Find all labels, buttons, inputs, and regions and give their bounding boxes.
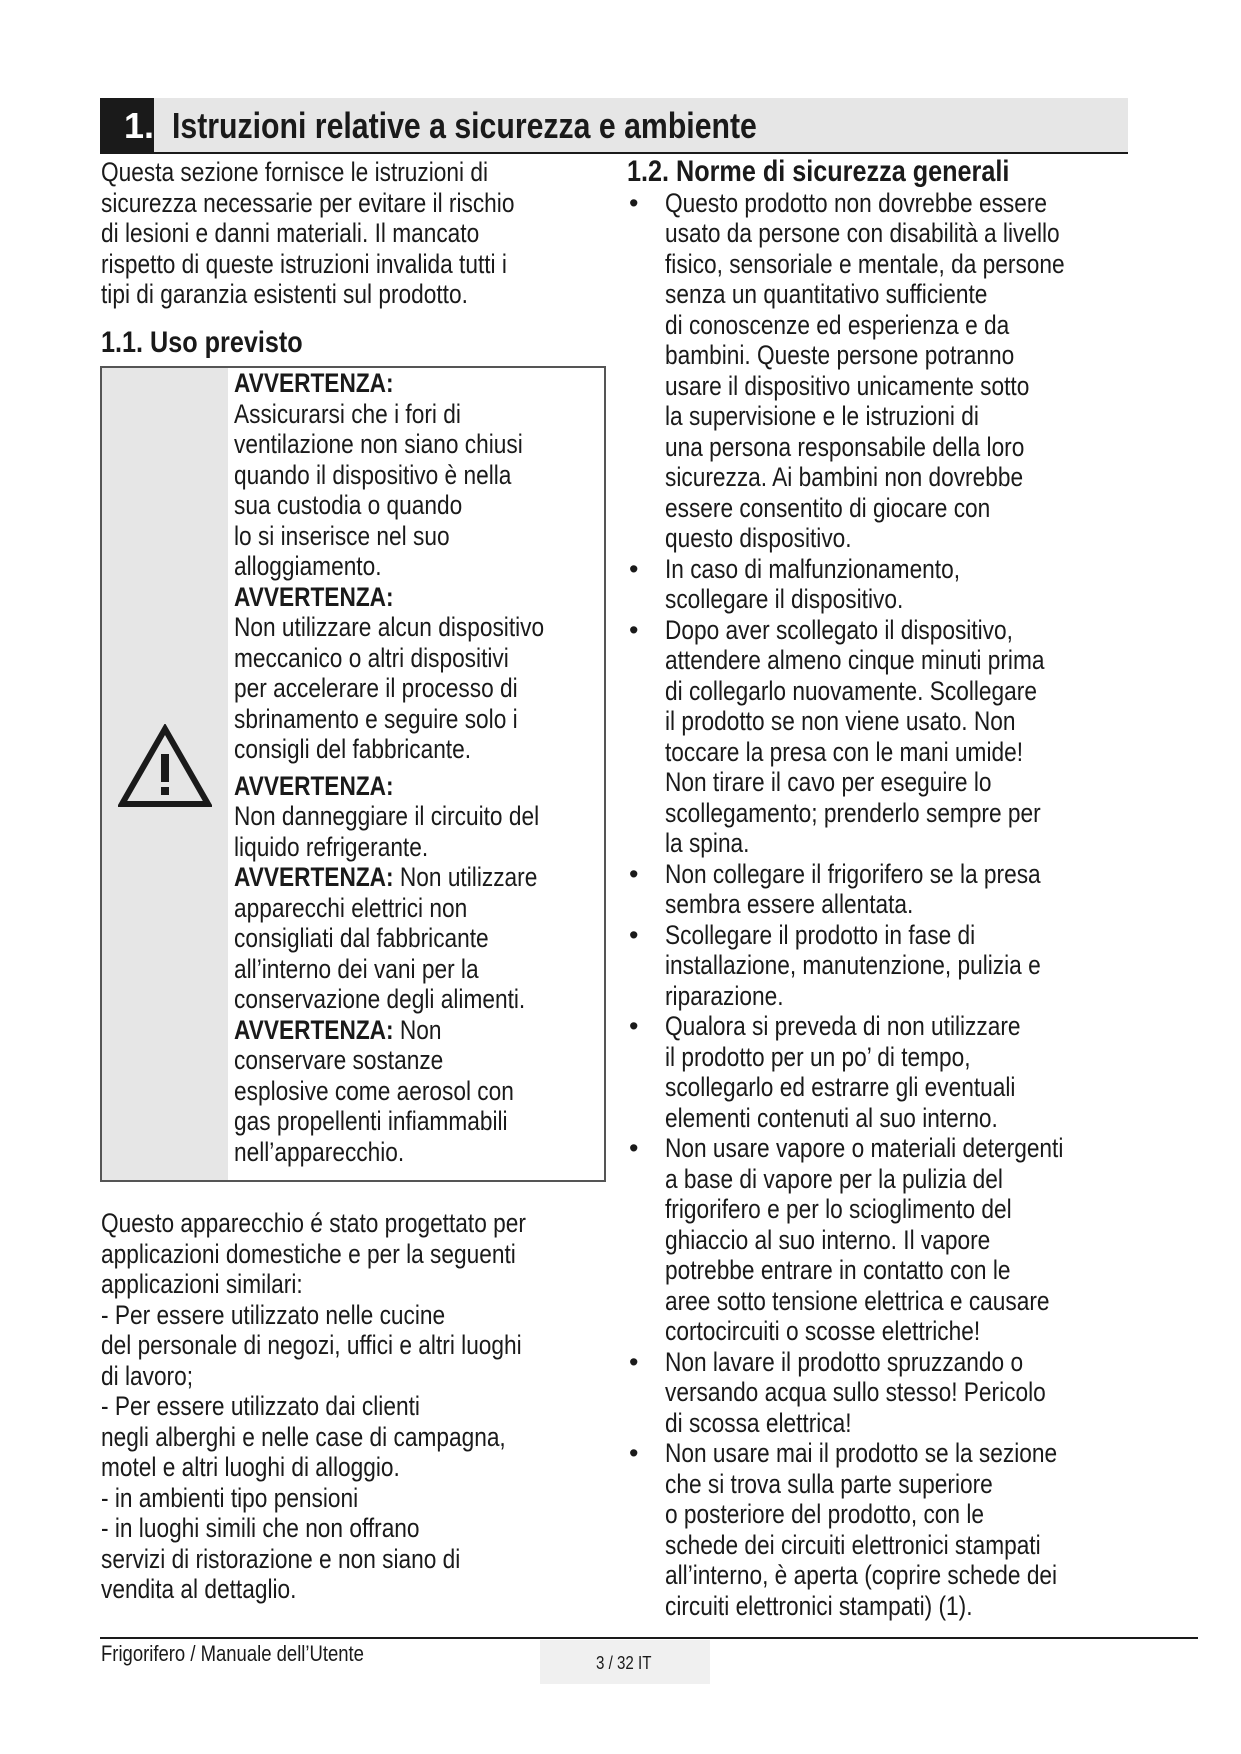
bullet-line [665,249,1147,280]
warning-line [234,551,634,582]
warning-line [234,521,634,552]
warning-line [234,734,634,765]
bullet-line [665,889,1147,920]
warning-box [100,366,606,1182]
bullet-line [665,310,1147,341]
bullet-line [665,523,1147,554]
bullet-dot: • [629,614,639,645]
usage-line [101,1452,641,1483]
general-safety-section [627,157,1147,1621]
bullet-line-text: Dopo aver scollegato il dispositivo, [665,614,1013,645]
bullet-line [665,1072,1147,1103]
warning-line-text: liquido refrigerante. [234,831,429,862]
bullet-line-text: il prodotto per un po’ di tempo, [665,1041,971,1072]
bullet-line [665,188,1147,219]
bullet-line [665,1347,1147,1378]
bullet-line-text: di collegarlo nuovamente. Scollegare [665,675,1037,706]
bullet-line [665,1469,1147,1500]
section-number: 1. [124,105,155,146]
warning-line [234,801,634,832]
warning-line-text: meccanico o altri dispositivi [234,642,509,673]
bullet-line-text: elementi contenuti al suo interno. [665,1102,998,1133]
warning-item [234,368,634,582]
bullet-line-text: che si trova sulla parte superiore [665,1468,993,1499]
warning-line [234,612,634,643]
bullet-line [665,981,1147,1012]
subsection-heading-1-1-text: 1.1. Uso previsto [101,326,303,359]
usage-line [101,1239,641,1270]
usage-line [101,1269,641,1300]
warning-title-wrap [234,368,629,399]
warning-line [234,923,634,954]
bullet-line [665,1591,1147,1622]
bullet-line [665,1377,1147,1408]
warning-line-text: Non utilizzare alcun dispositivo [234,612,545,642]
safety-bullet-item [627,554,1147,615]
subsection-heading-1-2-text: 1.2. Norme di sicurezza generali [627,155,1010,188]
bullet-line [665,1286,1147,1317]
bullet-line-text: potrebbe entrare in contatto con le [665,1255,1011,1285]
bullet-line [665,676,1147,707]
page-number [596,1652,716,1674]
warning-line [234,893,634,924]
intro-line [101,279,621,310]
intro-line-text: di lesioni e danni materiali. Il mancato [101,218,480,248]
page-number-box [540,1640,710,1684]
bullet-line-text: cortocircuiti o scosse elettriche! [665,1316,981,1346]
usage-line [101,1208,641,1239]
warning-title-rest: Non utilizzare [393,862,538,892]
warning-line-text: consigliati dal fabbricante [234,923,489,953]
warning-item [234,582,634,765]
warning-line-text: ventilazione non siano chiusi [234,429,523,459]
bullet-line-text: In caso di malfunzionamento, [665,553,961,584]
bullet-line-text: una persona responsabile della loro [665,431,1025,462]
bullet-line-text: usare il dispositivo unicamente sotto [665,370,1030,401]
usage-line [101,1330,641,1361]
warning-item [234,1015,634,1168]
warning-line [234,673,634,704]
bullet-line [665,1194,1147,1225]
bullet-line [665,1560,1147,1591]
warning-line [234,704,634,735]
warning-sidebar [102,368,228,1180]
usage-line-text: motel e altri luoghi di alloggio. [101,1452,400,1482]
warning-line [234,490,634,521]
warning-line-text: alloggiamento. [234,551,382,581]
bullet-line [665,798,1147,829]
warning-title: AVVERTENZA: [234,581,394,612]
usage-line-text: di lavoro; [101,1360,194,1391]
warning-line [234,429,634,460]
bullet-line-text: o posteriore del prodotto, con le [665,1499,984,1529]
usage-line [101,1422,641,1453]
warning-title: AVVERTENZA: [234,770,394,801]
warning-line-text: per accelerare il processo di [234,673,518,703]
warning-line-text: esplosive come aerosol con [234,1075,514,1106]
bullet-line-text: scollegare il dispositivo. [665,584,904,614]
bullet-line-text: sembra essere allentata. [665,889,914,919]
warning-triangle-icon [118,724,212,808]
warning-line-text: quando il dispositivo è nella [234,459,512,490]
bullet-line-text: schede dei circuiti elettronici stampati [665,1529,1041,1560]
warning-line-text: conservazione degli alimenti. [234,984,526,1014]
bullet-line-text: Non usare vapore o materiali detergenti [665,1133,1064,1163]
intro-line-text: rispetto di queste istruzioni invalida tutti i [101,248,507,279]
bullet-line [665,1316,1147,1347]
warning-line-text: sbrinamento e seguire solo i [234,703,518,734]
warning-line [234,1137,634,1168]
warning-line-text: nell’apparecchio. [234,1136,405,1167]
warning-item [234,862,634,1015]
bullet-line-text: riparazione. [665,980,784,1011]
bullet-line [665,462,1147,493]
warning-title: AVVERTENZA: [234,368,394,398]
safety-bullet-item [627,1133,1147,1347]
bullet-line-text: di conoscenze ed esperienza e da [665,309,1010,340]
subsection-heading-1-2 [627,157,1147,188]
warning-title-line [234,862,634,893]
warning-text-block [234,368,634,1167]
bullet-line [665,1011,1147,1042]
intro-line-text: Questa sezione fornisce le istruzioni di [101,157,489,187]
warning-title: AVVERTENZA: [234,862,394,892]
bullet-line-text: Scollegare il prodotto in fase di [665,919,976,950]
bullet-line-text: all’interno, è aperta (coprire schede dei [665,1560,1058,1590]
bullet-dot: • [629,1438,639,1468]
bullet-dot: • [629,1011,639,1041]
usage-line-text: applicazioni domestiche e per la seguenti [101,1238,516,1269]
bullet-line-text: Qualora si preveda di non utilizzare [665,1011,1021,1041]
warning-line-text: conservare sostanze [234,1045,444,1075]
bullet-line [665,859,1147,890]
bullet-line-text: usato da persone con disabilità a livello [665,218,1060,248]
safety-bullet-item [627,1347,1147,1439]
usage-line [101,1391,641,1422]
warning-title-line [234,368,634,399]
bullet-line-text: senza un quantitativo sufficiente [665,279,988,309]
bullet-line-text: fisico, sensoriale e mentale, da persone [665,248,1065,279]
warning-title-line [234,1015,634,1046]
bullet-line-text: la spina. [665,828,750,858]
bullet-line [665,1499,1147,1530]
bullet-line-text: scollegamento; prenderlo sempre per [665,797,1041,828]
usage-line-text: del personale di negozi, uffici e altri luoghi [101,1330,522,1360]
bullet-line [665,1530,1147,1561]
warning-line [234,954,634,985]
bullet-line-text: attendere almeno cinque minuti prima [665,645,1045,675]
bullet-dot: • [629,919,639,950]
usage-line-text: - Per essere utilizzato nelle cucine [101,1299,446,1330]
bullet-line [665,432,1147,463]
bullet-line [665,1438,1147,1469]
bullet-line-text: Questo prodotto non dovrebbe essere [665,187,1048,218]
warning-title-wrap [234,862,629,893]
warning-title: AVVERTENZA: [234,1014,394,1045]
bullet-line [665,340,1147,371]
warning-title-wrap [234,771,629,802]
bullet-line [665,1133,1147,1164]
safety-bullet-item [627,1011,1147,1133]
bullet-line-text: questo dispositivo. [665,523,852,553]
bullet-line-text: circuiti elettronici stampati) (1). [665,1590,973,1621]
intro-line [101,188,621,219]
bullet-line [665,615,1147,646]
warning-line [234,832,634,863]
warning-title-wrap [234,582,629,613]
usage-line-text: - in luoghi simili che non offrano [101,1513,420,1543]
safety-bullet-item [627,920,1147,1012]
usage-line-text: servizi di ristorazione e non siano di [101,1543,461,1574]
usage-line-text: - Per essere utilizzato dai clienti [101,1391,420,1421]
bullet-line [665,737,1147,768]
bullet-line-text: Non tirare il cavo per eseguire lo [665,767,992,797]
bullet-line [665,950,1147,981]
intro-line-text: sicurezza necessarie per evitare il rischio [101,187,515,218]
footer-label-text: Frigorifero / Manuale dell’Utente [101,1641,364,1666]
bullet-line [665,920,1147,951]
usage-line-text: Questo apparecchio é stato progettato per [101,1208,526,1238]
bullet-line-text: bambini. Queste persone potranno [665,340,1015,370]
usage-line [101,1483,641,1514]
bullet-line-text: essere consentito di giocare con [665,492,991,523]
bullet-line-text: toccare la presa con le mani umide! [665,736,1024,767]
section-title-text: Istruzioni relative a sicurezza e ambiente [172,105,757,146]
safety-bullet-item [627,615,1147,859]
bullet-line-text: installazione, manutenzione, pulizia e [665,950,1041,980]
bullet-line-text: scollegarlo ed estrarre gli eventuali [665,1072,1016,1102]
bullet-line [665,584,1147,615]
warning-line-text: Non danneggiare il circuito del [234,801,540,831]
section-number-box [100,98,154,152]
bullet-line-text: a base di vapore per la pulizia del [665,1163,1003,1194]
bullet-line [665,493,1147,524]
bullet-line [665,1042,1147,1073]
safety-bullet-item [627,188,1147,554]
bullet-line-text: la supervisione e le istruzioni di [665,401,979,431]
warning-line-text: gas propellenti infiammabili [234,1106,508,1136]
bullet-line-text: il prodotto se non viene usato. Non [665,706,1016,736]
usage-line-text: - in ambienti tipo pensioni [101,1482,359,1513]
warning-line [234,1076,634,1107]
warning-line [234,984,634,1015]
warning-line-text: apparecchi elettrici non [234,892,468,923]
intro-paragraph [101,157,621,310]
bullet-line [665,218,1147,249]
bullet-dot: • [629,858,639,889]
usage-line [101,1544,641,1575]
bullet-line [665,1103,1147,1134]
warning-title-line [234,582,634,613]
usage-line [101,1361,641,1392]
bullet-dot: • [629,187,639,218]
bullet-line-text: aree sotto tensione elettrica e causare [665,1285,1050,1316]
bullet-dot: • [629,1346,639,1377]
bullet-line [665,279,1147,310]
bullet-line-text: versando acqua sullo stesso! Pericolo [665,1377,1046,1407]
bullet-line [665,1408,1147,1439]
bullet-line [665,1164,1147,1195]
bullet-line-text: frigorifero e per lo scioglimento del [665,1194,1012,1224]
warning-line [234,399,634,430]
warning-line-text: all’interno dei vani per la [234,953,479,984]
bullet-line-text: di scossa elettrica! [665,1407,852,1438]
bullet-line [665,828,1147,859]
usage-line-text: vendita al dettaglio. [101,1574,297,1604]
warning-line [234,460,634,491]
footer-label [101,1640,501,1668]
warning-line [234,1106,634,1137]
bullet-line-text: sicurezza. Ai bambini non dovrebbe [665,462,1024,492]
bullet-line [665,645,1147,676]
bullet-line [665,706,1147,737]
warning-title-line [234,771,634,802]
warning-line-text: lo si inserisce nel suo [234,520,450,551]
bullet-line [665,554,1147,585]
warning-line [234,643,634,674]
footer-rule [100,1637,1198,1639]
usage-line [101,1300,641,1331]
bullet-line [665,1225,1147,1256]
intro-line [101,157,621,188]
usage-paragraph [101,1208,641,1605]
usage-line [101,1574,641,1605]
warning-line-text: sua custodia o quando [234,490,463,520]
page-number-text: 3 / 32 IT [596,1653,652,1673]
usage-line-text: negli alberghi e nelle case di campagna, [101,1421,506,1452]
section-header [100,98,1128,154]
safety-bullet-item [627,859,1147,920]
bullet-line [665,1255,1147,1286]
intro-line-text: tipi di garanzia esistenti sul prodotto. [101,279,468,309]
bullet-line-text: ghiaccio al suo interno. Il vapore [665,1224,991,1255]
bullet-line [665,371,1147,402]
bullet-dot: • [629,553,639,584]
section-title [172,104,1241,148]
intro-line [101,218,621,249]
usage-line [101,1513,641,1544]
usage-line-text: applicazioni similari: [101,1269,303,1299]
bullet-line [665,401,1147,432]
warning-line-text: Assicurarsi che i fori di [234,398,461,429]
safety-bullet-item [627,1438,1147,1621]
warning-title-wrap [234,1015,629,1046]
bullet-line [665,767,1147,798]
warning-line-text: consigli del fabbricante. [234,734,472,764]
warning-line [234,1045,634,1076]
safety-bullet-list [627,188,1147,1622]
intro-line [101,249,621,280]
warning-title-rest: Non [393,1014,442,1045]
bullet-line-text: Non lavare il prodotto spruzzando o [665,1346,1024,1377]
warning-item [234,771,634,863]
bullet-line-text: Non usare mai il prodotto se la sezione [665,1438,1058,1468]
bullet-line-text: Non collegare il frigorifero se la presa [665,858,1041,889]
bullet-dot: • [629,1133,639,1163]
